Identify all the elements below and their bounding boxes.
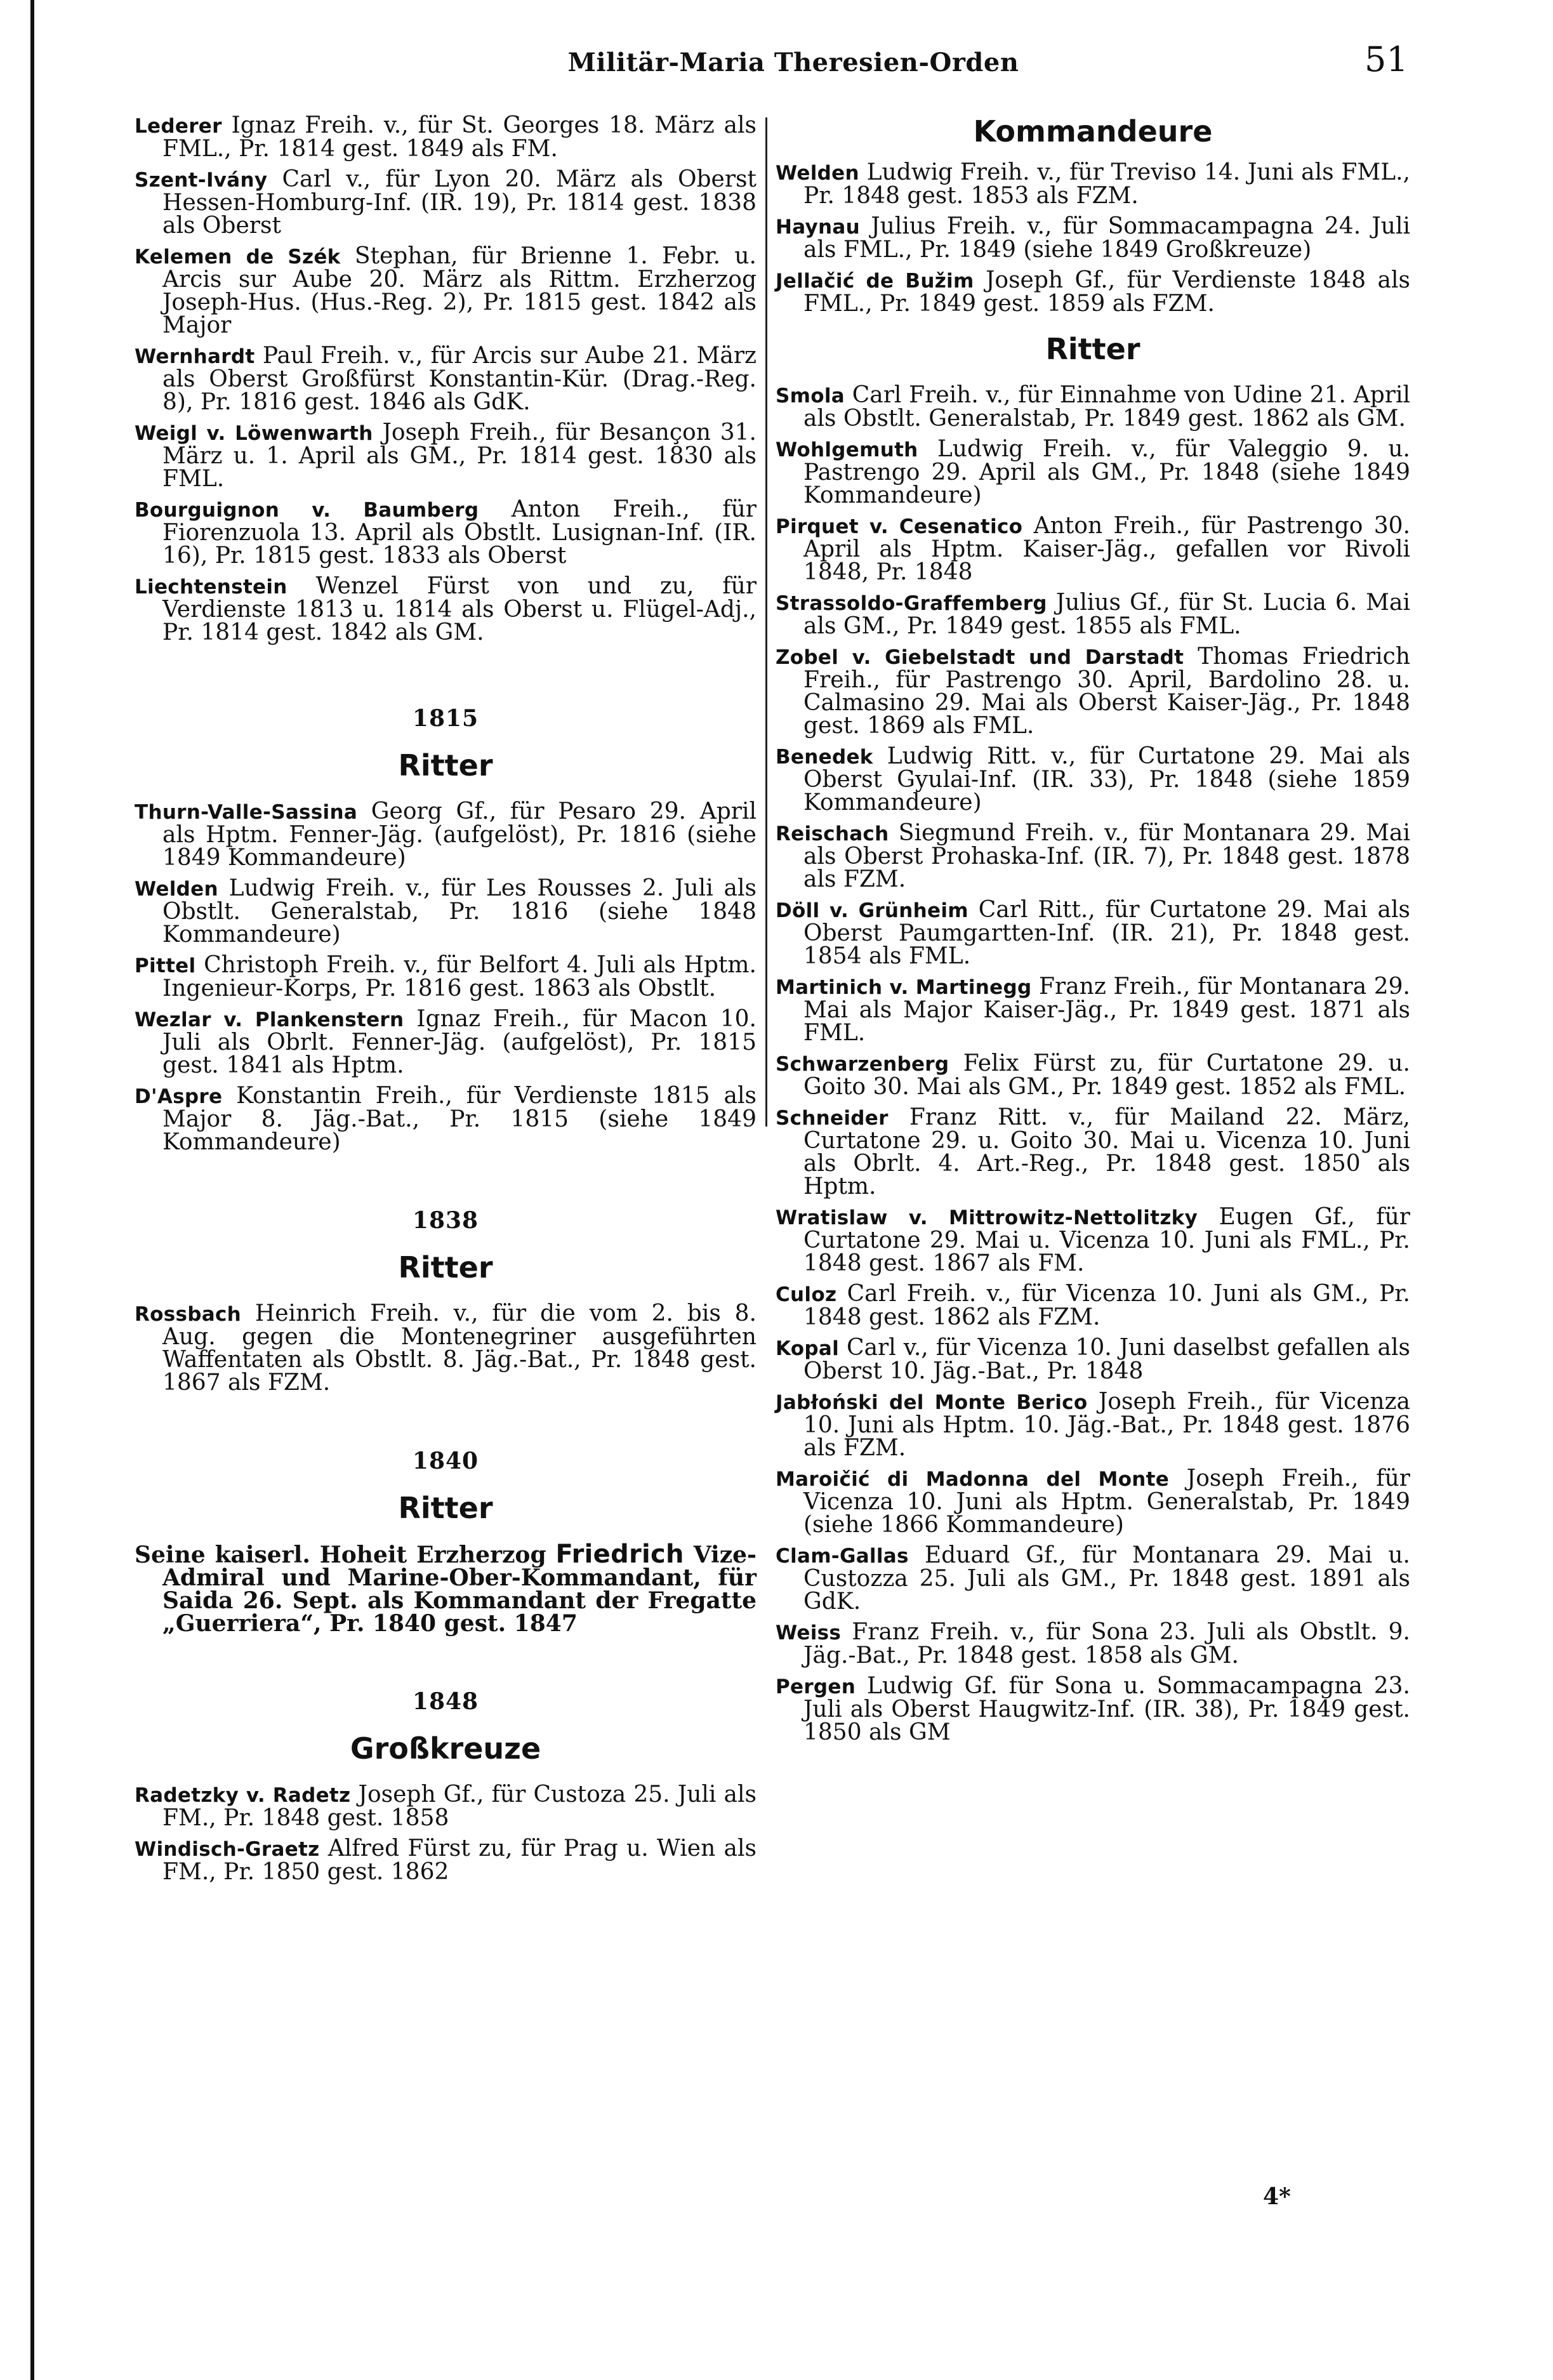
entry: Wezlar v. Plankenstern Ignaz Freih., für Macon 10. Juli als Obrlt. Fenner-Jäg. (aufgelöst), Pr. 1815 gest. 1841 als Hptm. (135, 1006, 757, 1078)
entry: Benedek Ludwig Ritt. v., für Curtatone 29. Mai als Oberst Gyulai-Inf. (IR. 33), Pr. 1848 (siehe 1859 Kommandeure) (776, 743, 1410, 816)
entry: Weiss Franz Freih. v., für Sona 23. Juli als Obstlt. 9. Jäg.-Bat., Pr. 1848 gest. 1858 als GM. (776, 1619, 1410, 1669)
entry: Welden Ludwig Freih. v., für Treviso 14. Juni als FML., Pr. 1848 gest. 1853 als FZM. (776, 159, 1410, 209)
entry: Schwarzenberg Felix Fürst zu, für Curtatone 29. u. Goito 30. Mai als GM., Pr. 1849 gest. 1852 als FML. (776, 1050, 1410, 1100)
entry: Liechtenstein Wenzel Fürst von und zu, für Verdienste 1813 u. 1814 als Oberst u. Flügel-Adj., Pr. 1814 gest. 1842 als GM. (135, 573, 757, 645)
entry: Pergen Ludwig Gf. für Sona u. Sommacampagna 23. Juli als Oberst Haugwitz-Inf. (IR. 38), Pr. 1849 gest. 1850 als GM (776, 1673, 1410, 1745)
year-heading-1840: 1840 (412, 1448, 479, 1474)
entry: Schneider Franz Ritt. v., für Mailand 22. März, Curtatone 29. u. Goito 30. Mai u. Vicenza 10. Juni als Obrlt. 4. Art.-Reg., Pr. 1848 gest. 1850 als Hptm. (776, 1104, 1410, 1200)
entry: Rossbach Heinrich Freih. v., für die vom 2. bis 8. Aug. gegen die Montenegriner ausgeführten Waffentaten als Obstlt. 8. Jäg.-Bat., Pr. 1848 gest. 1867 als FZM. (135, 1300, 757, 1396)
right-column (776, 114, 1410, 1752)
column-divider (765, 117, 767, 1127)
entry: Jabłoński del Monte Berico Joseph Freih., für Vicenza 10. Juni als Hptm. 10. Jäg.-Bat., Pr. 1848 gest. 1876 als FZM. (776, 1389, 1410, 1461)
section-heading-ritter-1840: Ritter (398, 1491, 493, 1525)
entry: Wernhardt Paul Freih. v., für Arcis sur Aube 21. März als Oberst Großfürst Konstantin-Kür. (Drag.-Reg. 8), Pr. 1816 gest. 1846 als GdK. (135, 343, 757, 415)
section-heading-grosskreuze: Großkreuze (350, 1731, 541, 1766)
entry: Kelemen de Szék Stephan, für Brienne 1. Febr. u. Arcis sur Aube 20. März als Rittm. Erzherzog Joseph-Hus. (Hus.-Reg. 2), Pr. 1815 gest. 1842 als Major (135, 243, 757, 338)
entry: Radetzky v. Radetz Joseph Gf., für Custoza 25. Juli als FM., Pr. 1848 gest. 1858 (135, 1782, 757, 1831)
entry: Haynau Julius Freih. v., für Sommacampagna 24. Juli als FML., Pr. 1849 (siehe 1849 Großkreuze) (776, 213, 1410, 263)
section-heading-ritter-1848: Ritter (1045, 332, 1140, 366)
entry: Seine kaiserl. Hoheit Erzherzog Friedrich Vize-Admiral und Marine-Ober-Kommandant, für Saida 26. Sept. als Kommandant der Fregatte „Guerriera“, Pr. 1840 gest. 1847 (135, 1540, 757, 1637)
entry: Weigl v. Löwenwarth Joseph Freih., für Besançon 31. März u. 1. April als GM., Pr. 1814 gest. 1830 als FML. (135, 420, 757, 492)
entry: Strassoldo-Graffemberg Julius Gf., für St. Lucia 6. Mai als GM., Pr. 1849 gest. 1855 als FML. (776, 590, 1410, 639)
year-heading-1838: 1838 (412, 1207, 479, 1234)
entry: D'Aspre Konstantin Freih., für Verdienste 1815 als Major 8. Jäg.-Bat., Pr. 1815 (siehe 1849 Kommandeure) (135, 1083, 757, 1155)
entry: Döll v. Grünheim Carl Ritt., für Curtatone 29. Mai als Oberst Paumgartten-Inf. (IR. 21), Pr. 1848 gest. 1854 als FML. (776, 897, 1410, 969)
signature-mark: 4* (1263, 2183, 1291, 2210)
entry: Culoz Carl Freih. v., für Vicenza 10. Juni als GM., Pr. 1848 gest. 1862 als FZM. (776, 1281, 1410, 1330)
section-heading-ritter-1838: Ritter (398, 1250, 493, 1285)
year-heading-1848: 1848 (412, 1688, 479, 1715)
entry: Welden Ludwig Freih. v., für Les Rousses 2. Juli als Obstlt. Generalstab, Pr. 1816 (siehe 1848 Kommandeure) (135, 875, 757, 948)
section-heading-kommandeure: Kommandeure (973, 114, 1213, 149)
page-number: 51 (1365, 39, 1408, 79)
entry: Bourguignon v. Baumberg Anton Freih., für Fiorenzuola 13. April als Obstlt. Lusignan-Inf. (IR. 16), Pr. 1815 gest. 1833 als Oberst (135, 496, 757, 569)
entry: Lederer Ignaz Freih. v., für St. Georges 18. März als FML., Pr. 1814 gest. 1849 als FM. (135, 112, 757, 162)
page-edge-line (30, 0, 34, 2380)
entry: Martinich v. Martinegg Franz Freih., für Montanara 29. Mai als Major Kaiser-Jäg., Pr. 1849 gest. 1871 als FML. (776, 974, 1410, 1046)
entry: Jellačić de Bužim Joseph Gf., für Verdienste 1848 als FML., Pr. 1849 gest. 1859 als FZM. (776, 267, 1410, 317)
section-heading-ritter-1815: Ritter (398, 748, 493, 783)
entry: Reischach Siegmund Freih. v., für Montanara 29. Mai als Oberst Prohaska-Inf. (IR. 7), Pr. 1848 gest. 1878 als FZM. (776, 820, 1410, 892)
entries-1814 (135, 114, 757, 644)
entry: Windisch-Graetz Alfred Fürst zu, für Prag u. Wien als FM., Pr. 1850 gest. 1862 (135, 1835, 757, 1885)
entry: Pirquet v. Cesenatico Anton Freih., für Pastrengo 30. April als Hptm. Kaiser-Jäg., gefallen vor Rivoli 1848, Pr. 1848 (776, 513, 1411, 585)
year-heading-1815: 1815 (412, 705, 479, 732)
entry: Zobel v. Giebelstadt und Darstadt Thomas Friedrich Freih., für Pastrengo 30. April, Bardolino 28. u. Calmasino 29. Mai als Oberst Kaiser-Jäg., Pr. 1848 gest. 1869 als FML. (776, 644, 1410, 739)
running-head: Militär-Maria Theresien-Orden (567, 48, 1019, 77)
entry: Maroičić di Madonna del Monte Joseph Freih., für Vicenza 10. Juni als Hptm. Generalstab, Pr. 1849 (siehe 1866 Kommandeure) (776, 1465, 1410, 1538)
entry: Wohlgemuth Ludwig Freih. v., für Valeggio 9. u. Pastrengo 29. April als GM., Pr. 1848 (siehe 1849 Kommandeure) (776, 436, 1410, 508)
entry: Szent-Ivány Carl v., für Lyon 20. März als Oberst Hessen-Homburg-Inf. (IR. 19), Pr. 1814 gest. 1838 als Oberst (135, 166, 757, 239)
entry: Thurn-Valle-Sassina Georg Gf., für Pesaro 29. April als Hptm. Fenner-Jäg. (aufgelöst), Pr. 1816 (siehe 1849 Kommandeure) (135, 798, 757, 871)
entry: Pittel Christoph Freih. v., für Belfort 4. Juli als Hptm. Ingenieur-Korps, Pr. 1816 gest. 1863 als Obstlt. (135, 952, 757, 1002)
entry: Smola Carl Freih. v., für Einnahme von Udine 21. April als Obstlt. Generalstab, Pr. 1849 gest. 1862 als GM. (776, 382, 1410, 432)
entry: Kopal Carl v., für Vicenza 10. Juni daselbst gefallen als Oberst 10. Jäg.-Bat., Pr. 1848 (776, 1335, 1410, 1384)
left-column (135, 114, 757, 1891)
entry: Wratislaw v. Mittrowitz-Nettolitzky Eugen Gf., für Curtatone 29. Mai u. Vicenza 10. Juni als FML., Pr. 1848 gest. 1867 als FM. (776, 1204, 1410, 1276)
entry: Clam-Gallas Eduard Gf., für Montanara 29. Mai u. Custozza 25. Juli als GM., Pr. 1848 gest. 1891 als GdK. (776, 1542, 1410, 1615)
